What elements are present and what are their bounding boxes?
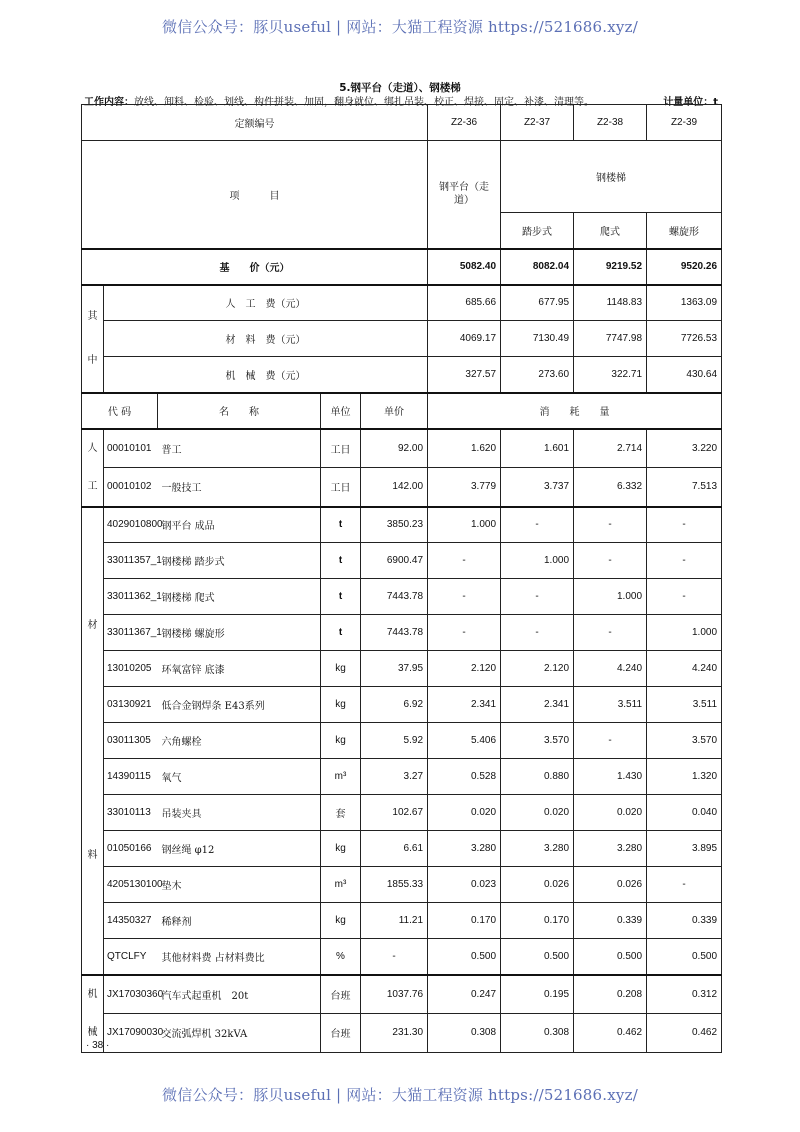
item-code: 14390115 <box>104 759 158 795</box>
item-name: 氧气 <box>158 759 321 795</box>
item-unit: 套 <box>321 795 361 831</box>
item-qty: 0.195 <box>501 975 574 1014</box>
item-qty: 0.462 <box>574 1013 647 1052</box>
table-row <box>82 507 722 543</box>
item-code: 00010101 <box>104 429 158 468</box>
item-qty: 7.513 <box>647 468 722 507</box>
material-label-top: 材 <box>87 619 98 631</box>
item-qty: 3.220 <box>647 429 722 468</box>
table-row <box>82 939 722 975</box>
material-label-bottom: 料 <box>87 849 98 861</box>
item-price: 37.95 <box>361 651 428 687</box>
material-group-label <box>82 507 104 975</box>
item-qty: 3.280 <box>428 831 501 867</box>
item-code: 33010113 <box>104 795 158 831</box>
item-price: 7443.78 <box>361 579 428 615</box>
item-code: JX17090030 <box>104 1013 158 1052</box>
item-code: 14350327 <box>104 903 158 939</box>
col-header-price: 单价 <box>361 393 428 429</box>
steel-platform-label: 钢平台（走道） <box>428 141 501 249</box>
col-header-unit: 单位 <box>321 393 361 429</box>
item-qty: 0.023 <box>428 867 501 903</box>
col-header-consumption: 消 耗 量 <box>428 393 722 429</box>
item-code: 4205130100 <box>104 867 158 903</box>
item-qty: 3.280 <box>501 831 574 867</box>
item-qty: 0.462 <box>647 1013 722 1052</box>
quota-code: Z2-36 <box>428 105 501 141</box>
among-label-bottom: 中 <box>87 354 98 366</box>
item-qty: 3.511 <box>647 687 722 723</box>
work-content-label: 工作内容： <box>84 97 134 108</box>
item-price: 7443.78 <box>361 615 428 651</box>
item-unit: t <box>321 507 361 543</box>
machinery-label-bottom: 械 <box>87 1026 98 1038</box>
quota-number-row <box>82 105 722 141</box>
item-code: QTCLFY <box>104 939 158 975</box>
item-unit: t <box>321 543 361 579</box>
table-row <box>82 1013 722 1052</box>
item-price: 3.27 <box>361 759 428 795</box>
item-qty: - <box>428 543 501 579</box>
item-qty: 2.341 <box>501 687 574 723</box>
labor-label-top: 人 <box>87 442 98 454</box>
item-qty: 0.528 <box>428 759 501 795</box>
page-title: 5.钢平台（走道）、钢楼梯 <box>339 82 461 94</box>
page-number: · 38 · <box>86 1040 110 1051</box>
material-cost-value: 7747.98 <box>574 321 647 357</box>
stair-type-climb: 爬式 <box>574 213 647 249</box>
material-cost-value: 7130.49 <box>501 321 574 357</box>
item-unit: kg <box>321 651 361 687</box>
item-qty: 0.170 <box>428 903 501 939</box>
among-row <box>82 285 722 321</box>
watermark-bottom: 微信公众号：豚贝useful | 网站：大猫工程资源 https://521686.xyz/ <box>162 1086 638 1104</box>
item-qty: 0.026 <box>574 867 647 903</box>
item-qty: 3.779 <box>428 468 501 507</box>
item-unit: m³ <box>321 867 361 903</box>
item-qty: - <box>574 543 647 579</box>
labor-group-label <box>82 429 104 507</box>
item-qty: 0.208 <box>574 975 647 1014</box>
table-row <box>82 759 722 795</box>
item-qty: - <box>501 507 574 543</box>
item-code: 03130921 <box>104 687 158 723</box>
item-name: 钢丝绳 φ12 <box>158 831 321 867</box>
item-qty: 1.000 <box>647 615 722 651</box>
item-code: 33011362_1 <box>104 579 158 615</box>
item-price: 6900.47 <box>361 543 428 579</box>
item-unit: kg <box>321 723 361 759</box>
table-row <box>82 795 722 831</box>
item-price: 5.92 <box>361 723 428 759</box>
table-row <box>82 615 722 651</box>
labor-cost-value: 1363.09 <box>647 285 722 321</box>
item-price: 3850.23 <box>361 507 428 543</box>
item-qty: 0.308 <box>428 1013 501 1052</box>
table-row <box>82 687 722 723</box>
item-qty: - <box>647 579 722 615</box>
machinery-label-top: 机 <box>87 988 98 1000</box>
item-qty: 0.026 <box>501 867 574 903</box>
labor-cost-label: 人 工 费（元） <box>104 285 428 321</box>
item-code: JX17030360 <box>104 975 158 1014</box>
item-qty: 1.601 <box>501 429 574 468</box>
item-qty: 0.339 <box>574 903 647 939</box>
column-header-row <box>82 393 722 429</box>
item-price: 6.92 <box>361 687 428 723</box>
item-price: 142.00 <box>361 468 428 507</box>
item-code: 00010102 <box>104 468 158 507</box>
item-name: 钢楼梯 踏步式 <box>158 543 321 579</box>
item-qty: 3.280 <box>574 831 647 867</box>
quota-code: Z2-37 <box>501 105 574 141</box>
item-qty: 3.895 <box>647 831 722 867</box>
item-unit: % <box>321 939 361 975</box>
item-qty: 1.430 <box>574 759 647 795</box>
base-price-value: 5082.40 <box>428 249 501 285</box>
item-qty: - <box>574 507 647 543</box>
item-qty: 0.500 <box>428 939 501 975</box>
item-name: 垫木 <box>158 867 321 903</box>
item-price: 102.67 <box>361 795 428 831</box>
machinery-cost-value: 327.57 <box>428 357 501 393</box>
item-unit: kg <box>321 831 361 867</box>
item-qty: 0.040 <box>647 795 722 831</box>
item-qty: 0.500 <box>501 939 574 975</box>
labor-cost-value: 677.95 <box>501 285 574 321</box>
quota-code: Z2-38 <box>574 105 647 141</box>
item-price: 6.61 <box>361 831 428 867</box>
quota-table <box>81 104 722 1053</box>
item-name: 其他材料费 占材料费比 <box>158 939 321 975</box>
item-qty: 1.000 <box>428 507 501 543</box>
labor-cost-value: 1148.83 <box>574 285 647 321</box>
item-qty: - <box>647 543 722 579</box>
machinery-cost-value: 322.71 <box>574 357 647 393</box>
work-content-text: 放线、卸料、检验、划线、构件拼装、加固，翻身就位、绑扎吊装、校正、焊接、固定、补漆、清理等。 <box>134 97 594 108</box>
item-unit: 台班 <box>321 975 361 1014</box>
quota-no-label: 定额编号 <box>82 105 428 141</box>
table-row <box>82 429 722 468</box>
item-qty: 0.308 <box>501 1013 574 1052</box>
item-code: 03011305 <box>104 723 158 759</box>
table-row <box>82 867 722 903</box>
item-name: 稀释剂 <box>158 903 321 939</box>
item-qty: 3.570 <box>647 723 722 759</box>
item-qty: - <box>501 579 574 615</box>
item-price: 1037.76 <box>361 975 428 1014</box>
labor-cost-value: 685.66 <box>428 285 501 321</box>
material-cost-value: 4069.17 <box>428 321 501 357</box>
item-name: 汽车式起重机 20t <box>158 975 321 1014</box>
item-unit: kg <box>321 687 361 723</box>
quota-code: Z2-39 <box>647 105 722 141</box>
item-qty: - <box>428 615 501 651</box>
item-qty: 0.247 <box>428 975 501 1014</box>
machinery-cost-label: 机 械 费（元） <box>104 357 428 393</box>
among-group-label <box>82 285 104 393</box>
item-unit: t <box>321 615 361 651</box>
item-name: 六角螺栓 <box>158 723 321 759</box>
item-qty: 0.339 <box>647 903 722 939</box>
material-cost-label: 材 料 费（元） <box>104 321 428 357</box>
item-unit: 工日 <box>321 468 361 507</box>
item-qty: 1.320 <box>647 759 722 795</box>
item-qty: 4.240 <box>647 651 722 687</box>
item-unit: kg <box>321 903 361 939</box>
item-code: 01050166 <box>104 831 158 867</box>
item-name: 吊装夹具 <box>158 795 321 831</box>
among-label-top: 其 <box>87 310 98 322</box>
item-qty: 0.170 <box>501 903 574 939</box>
measurement-unit: 计量单位：t <box>663 97 718 108</box>
item-unit: 台班 <box>321 1013 361 1052</box>
item-qty: 2.714 <box>574 429 647 468</box>
among-row <box>82 321 722 357</box>
item-qty: 0.312 <box>647 975 722 1014</box>
item-name: 低合金钢焊条 E43系列 <box>158 687 321 723</box>
table-row <box>82 543 722 579</box>
item-qty: 0.020 <box>501 795 574 831</box>
item-price: 1855.33 <box>361 867 428 903</box>
item-qty: 0.020 <box>428 795 501 831</box>
among-row <box>82 357 722 393</box>
watermark-top: 微信公众号：豚贝useful | 网站：大猫工程资源 https://521686.xyz/ <box>162 18 638 36</box>
machinery-cost-value: 273.60 <box>501 357 574 393</box>
item-qty: 5.406 <box>428 723 501 759</box>
item-unit: t <box>321 579 361 615</box>
item-price: 11.21 <box>361 903 428 939</box>
item-name: 钢楼梯 爬式 <box>158 579 321 615</box>
table-row <box>82 975 722 1014</box>
item-qty: - <box>647 507 722 543</box>
item-qty: 6.332 <box>574 468 647 507</box>
item-code: 4029010800 <box>104 507 158 543</box>
item-name: 钢平台 成品 <box>158 507 321 543</box>
stair-type-step: 踏步式 <box>501 213 574 249</box>
item-unit: m³ <box>321 759 361 795</box>
base-price-value: 9520.26 <box>647 249 722 285</box>
item-price: - <box>361 939 428 975</box>
labor-label-bottom: 工 <box>87 480 98 492</box>
item-qty: 0.020 <box>574 795 647 831</box>
item-qty: 3.511 <box>574 687 647 723</box>
item-name: 交流弧焊机 32kVA <box>158 1013 321 1052</box>
item-qty: - <box>428 579 501 615</box>
base-price-label: 基 价（元） <box>82 249 428 285</box>
item-qty: 3.737 <box>501 468 574 507</box>
table-row <box>82 723 722 759</box>
steel-stair-label: 钢楼梯 <box>501 141 722 213</box>
base-price-row <box>82 249 722 285</box>
table-row <box>82 468 722 507</box>
item-qty: 1.000 <box>501 543 574 579</box>
item-qty: - <box>574 615 647 651</box>
item-qty: - <box>501 615 574 651</box>
material-cost-value: 7726.53 <box>647 321 722 357</box>
item-name: 钢楼梯 螺旋形 <box>158 615 321 651</box>
item-qty: 0.500 <box>574 939 647 975</box>
item-code: 33011367_1 <box>104 615 158 651</box>
item-qty: 2.120 <box>501 651 574 687</box>
item-unit: 工日 <box>321 429 361 468</box>
item-name: 一般技工 <box>158 468 321 507</box>
item-qty: 4.240 <box>574 651 647 687</box>
item-code: 33011357_1 <box>104 543 158 579</box>
item-name: 普工 <box>158 429 321 468</box>
col-header-name: 名 称 <box>158 393 321 429</box>
base-price-value: 8082.04 <box>501 249 574 285</box>
item-qty: 0.880 <box>501 759 574 795</box>
item-qty: 3.570 <box>501 723 574 759</box>
item-qty: - <box>574 723 647 759</box>
table-row <box>82 903 722 939</box>
table-row <box>82 651 722 687</box>
item-qty: 1.620 <box>428 429 501 468</box>
item-qty: 0.500 <box>647 939 722 975</box>
item-qty: - <box>647 867 722 903</box>
col-header-code: 代 码 <box>82 393 158 429</box>
table-row <box>82 579 722 615</box>
item-code: 13010205 <box>104 651 158 687</box>
stair-type-spiral: 螺旋形 <box>647 213 722 249</box>
item-name: 环氧富锌 底漆 <box>158 651 321 687</box>
machinery-cost-value: 430.64 <box>647 357 722 393</box>
item-qty: 2.120 <box>428 651 501 687</box>
base-price-value: 9219.52 <box>574 249 647 285</box>
item-price: 92.00 <box>361 429 428 468</box>
item-label: 项 目 <box>82 141 428 249</box>
item-qty: 1.000 <box>574 579 647 615</box>
item-header-row <box>82 141 722 213</box>
item-qty: 2.341 <box>428 687 501 723</box>
item-price: 231.30 <box>361 1013 428 1052</box>
table-row <box>82 831 722 867</box>
